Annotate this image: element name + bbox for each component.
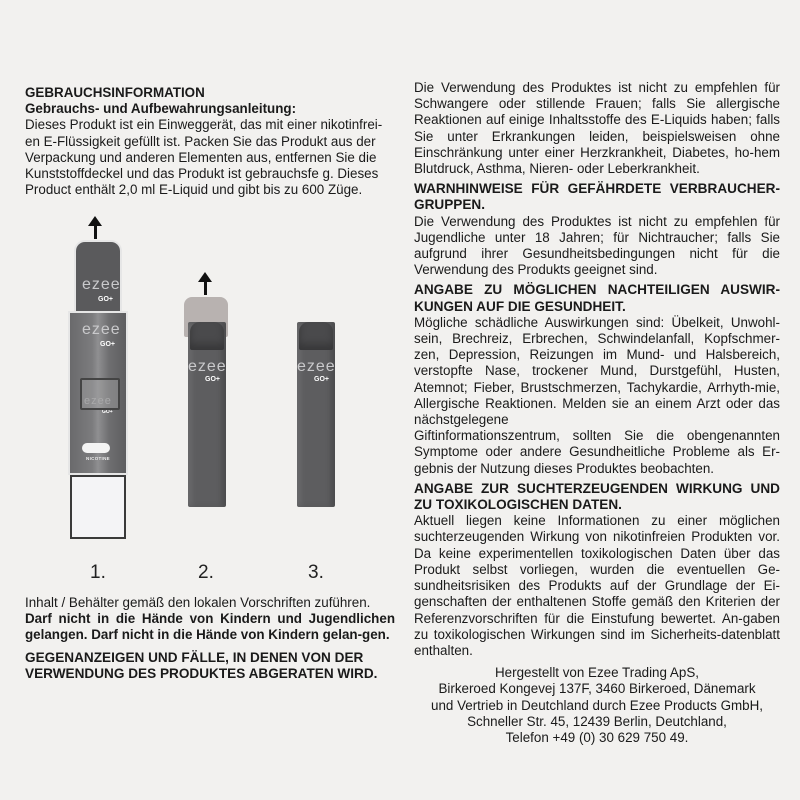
left-column — [25, 85, 395, 198]
side-effects-heading: ANGABE ZU MÖGLICHEN NACHTEILIGEN AUSWIR-KUNGEN AUF DIE GESUNDHEIT. — [414, 282, 780, 314]
warnings-heading: WARNHINWEISE FÜR GEFÄHRDETE VERBRAUCHER-GRUPPEN. — [414, 181, 780, 213]
arrow-up-icon — [88, 216, 102, 240]
model-logo: GO+ — [98, 296, 113, 303]
step-3-label: 3. — [308, 562, 324, 583]
usage-line: Product enthält 2,0 ml E-Liquid und gibt bis zu 600 Züge. — [25, 182, 363, 198]
device-mouthpiece — [190, 322, 224, 350]
imprint — [414, 665, 780, 746]
side-effects-text-2: Giftinformationszentrum, sollten Sie die obengenannten Symptome oder andere Gesundheitliche Probleme als Er-gebnis der Nutzung dieses Produktes beobachten. — [414, 428, 780, 476]
usage-line: en E-Flüssigkeit gefüllt ist. Packen Sie das Produkt aus der — [25, 133, 376, 149]
contraindications-text: Die Verwendung des Produktes ist nicht zu empfehlen für Schwangere oder stillende Frauen; falls Sie allergische Reaktionen auf einige Inhaltsstoffe des E-Liquids haben; falls Sie unter Erkrankungen leiden, beispielsweisen ohne Einschränkung unter einer Herzkrankheit, Diabetes, ho-hem Blutdruck, Asthma, Nieren- oder Leberkrankheit. — [414, 80, 780, 177]
imprint-line: Hergestellt von Ezee Trading ApS, — [495, 665, 699, 681]
step-1-label: 1. — [90, 562, 106, 583]
right-column — [414, 80, 780, 746]
brand-logo: ezee — [82, 276, 121, 293]
nicotine-label: NICOTINE — [86, 456, 110, 461]
model-logo: GO+ — [205, 376, 220, 383]
left-bottom-section — [25, 595, 395, 682]
model-logo: GO+ — [100, 341, 115, 348]
side-effects-text: Mögliche schädliche Auswirkungen sind: Übelkeit, Unwohl-sein, Brechreiz, Erbrechen, Schwindelanfall, Kopfschmer-zen, Depression, Reizungen im Mund- und Halsbereich, verstopfte Nase, trockener Mund, Durstgefühl, Husten, Atemnot; Fieber, Brustschmerzen, Tachykardie, Arrhyth-mie, Allergische Reaktionen. Melden sie an einem Arzt oder das nächstgelegene — [414, 314, 780, 428]
usage-line: Kunststoffdeckel und das Produkt ist gebrauchsfe g. Dieses — [25, 166, 379, 182]
heading-line: VERWENDUNG DES PRODUKTES ABGERATEN WIRD. — [25, 665, 378, 681]
brand-logo: ezee — [84, 395, 112, 407]
subtitle: Gebrauchs- und Aufbewahrungsanleitung: — [25, 101, 297, 117]
contraindications-heading — [25, 650, 395, 682]
usage-text — [25, 117, 395, 198]
usage-line: Verpackung und anderen Elementen aus, entfernen Sie die — [25, 149, 377, 165]
toxicology-text: Aktuell liegen keine Informationen zu einer möglichen suchterzeugenden Wirkung von nikotinfreien Produkten vor. Da keine experimentellen toxikologischen Daten über das Produkt selbst vorliegen, wurden die eventuellen Ge-sundheitsrisiken des Produkts auf der Grundlage der Ei-genschaften der enthaltenen Stoffe gemäß den Kriterien der Referenzvorschriften für die Einstufung bewertet. An-gaben zu toxikologischen Wirkungen sind im Sicherheits-datenblatt enthalten. — [414, 513, 780, 658]
package-top — [76, 242, 120, 312]
package-label-area — [70, 475, 126, 539]
imprint-line: Telefon +49 (0) 30 629 750 49. — [505, 729, 689, 745]
brand-logo: ezee — [82, 321, 121, 338]
brand-logo: ezee — [297, 358, 336, 375]
arrow-up-icon — [198, 272, 212, 296]
heading-line: GEGENANZEIGEN UND FÄLLE, IN DENEN VON DER — [25, 649, 364, 665]
imprint-line: und Vertrieb in Deutchland durch Ezee Products GmbH, — [431, 697, 763, 713]
toxicology-heading: ANGABE ZUR SUCHTERZEUGENDEN WIRKUNG UND ZU TOXIKOLOGISCHEN DATEN. — [414, 480, 780, 513]
brand-logo: ezee — [188, 358, 227, 375]
device-mouthpiece — [299, 322, 333, 350]
step-2-label: 2. — [198, 562, 214, 583]
children-warning: Darf nicht in die Hände von Kindern und Jugendlichen gelangen. Darf nicht in die Hände von Kindern gelan-gen. — [25, 611, 395, 643]
package-window — [80, 378, 120, 410]
model-logo: GO+ — [102, 409, 113, 415]
nicotine-badge — [82, 443, 110, 453]
imprint-line: Birkeroed Kongevej 137F, 3460 Birkeroed, Dänemark — [438, 681, 756, 697]
usage-line: Dieses Produkt ist ein Einweggerät, das mit einer nikotinfrei- — [25, 117, 383, 133]
imprint-line: Schneller Str. 45, 12439 Berlin, Deutchland, — [467, 713, 727, 729]
disposal-text: Inhalt / Behälter gemäß den lokalen Vorschriften zuführen. — [25, 595, 371, 610]
model-logo: GO+ — [314, 376, 329, 383]
usage-illustration — [60, 210, 380, 590]
title: GEBRAUCHSINFORMATION — [25, 85, 205, 100]
warnings-text: Die Verwendung des Produktes ist nicht zu empfehlen für Jugendliche unter 18 Jahren; für Nichtraucher; falls Sie aufgrund ihrer Gesundheitsbedingungen nicht für die Verwendung des Produkts geeignet sind. — [414, 213, 780, 278]
